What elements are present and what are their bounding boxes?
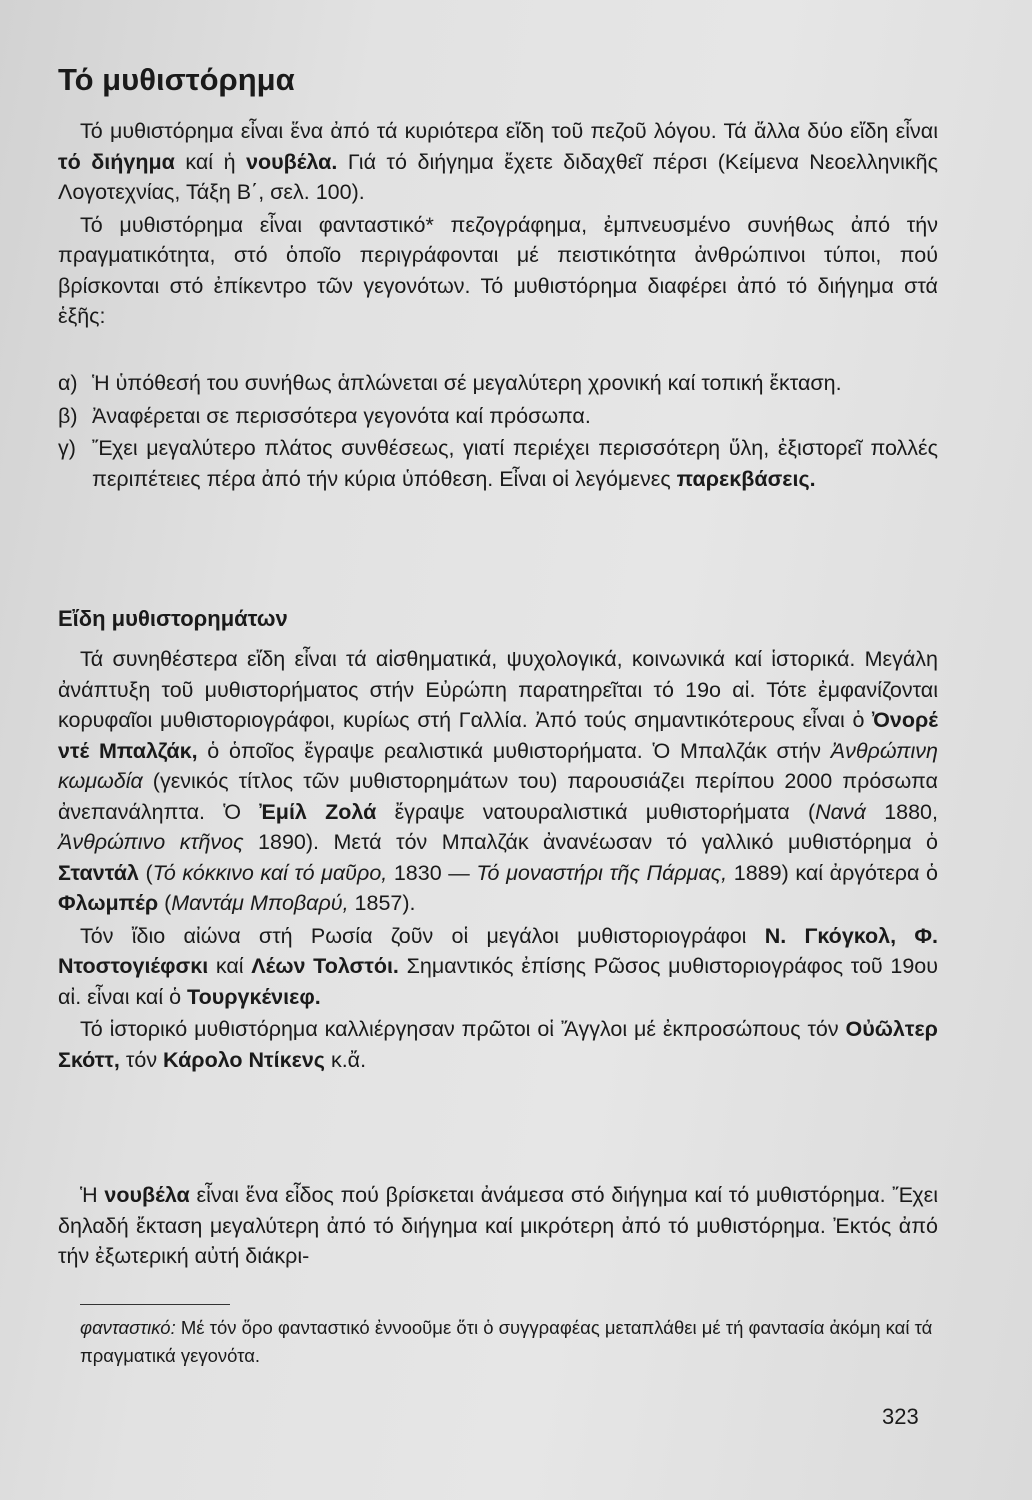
list-item-text: Ἡ ὑπόθεσή του συνήθως ἁπλώνεται σέ μεγαλύτερη χρονική καί τοπική ἔκταση. <box>92 371 842 395</box>
footnote-term: φανταστικό: <box>80 1317 176 1338</box>
author-name: Ν. Γκόγκολ, Φ. Ντοστογιέφσκι <box>58 923 938 978</box>
bold-term: νουβέλα <box>104 1183 190 1207</box>
types-paragraph-1: Τά συνηθέστερα εἴδη εἶναι τά αἰσθηματικά, ψυχολογικά, κοινωνικά καί ἱστορικά. Μεγάλη ἀνάπτυξη τοῦ μυθιστορήματος στήν Εὐρώπη παρατηρεῖται τό 19ο αἰ. Τότε ἐμφανίζονται κορυφαῖοι μυθιστοριογράφοι, κυρίως στή Γαλλία. Ἀπό τούς σημαντικότερους εἶναι ὁ Ὀνορέ ντέ Μπαλζάκ, ὁ ὁποῖος ἔγραψε ρεαλιστικά μυθιστορήματα. Ὁ Μπαλζάκ στήν Ἀνθρώπινη κωμωδία (γενικός τίτλος τῶν μυθιστορημάτων του) παρουσιάζει περίπου 2000 πρόσωπα ἀνεπανάληπτα. Ὁ Ἐμίλ Ζολά ἔγραψε νατουραλιστικά μυθιστορήματα (Νανά 1880, Ἀνθρώπινο κτῆνος 1890). Μετά τόν Μπαλζάκ ἀνανέωσαν τό γαλλικό μυθιστόρημα ὁ Σταντάλ (Τό κόκκινο καί τό μαῦρο, 1830 — Τό μοναστήρι τῆς Πάρμας, 1889) καί ἀργότερα ὁ Φλωμπέρ (Μαντάμ Μποβαρύ, 1857). <box>58 647 939 915</box>
author-name: Οὐῶλτερ Σκόττ, <box>58 1017 938 1072</box>
footnote <box>80 1314 940 1370</box>
list-marker: γ) <box>58 436 76 460</box>
types-paragraph-3: Τό ἱστορικό μυθιστόρημα καλλιέργησαν πρῶτοι οἱ Ἄγγλοι μέ ἐκπροσώπους τόν Οὐῶλτερ Σκόττ, τόν Κάρολο Ντίκενς κ.ἄ. <box>58 1017 938 1072</box>
list-item <box>58 368 938 399</box>
author-name: Τουργκένιεφ. <box>187 984 321 1009</box>
list-marker: β) <box>58 403 78 428</box>
types-paragraph-2: Τόν ἴδιο αἰώνα στή Ρωσία ζοῦν οἱ μεγάλοι μυθιστοριογράφοι Ν. Γκόγκολ, Φ. Ντοστογιέφσκι καί Λέων Τολστόι. Σημαντικός ἐπίσης Ρῶσος μυθιστοριογράφος τοῦ 19ου αἰ. εἶναι καί ὁ Τουργκένιεφ. <box>58 923 938 1009</box>
footnote-text: Μέ τόν ὅρο φανταστικό ἐννοοῦμε ὅτι ὁ συγγραφέας μεταπλάθει μέ τή φαντασία ἀκόμη καί τά πραγματικά γεγονότα. <box>80 1317 933 1366</box>
list-item-text: Ἀναφέρεται σε περισσότερα γεγονότα καί πρόσωπα. <box>92 403 591 428</box>
work-title: Ἀνθρώπινη κωμωδία <box>58 738 938 793</box>
section-heading: Εἴδη μυθιστορημάτων <box>58 606 288 631</box>
page-title: Τό μυθιστόρημα <box>58 62 295 97</box>
novella-paragraph: Ἡ νουβέλα εἶναι ἕνα εἶδος πού βρίσκεται ἀνάμεσα στό διήγημα καί τό μυθιστόρημα. Ἔχει δηλαδή ἔκταση μεγαλύτερη ἀπό τό διήγημα καί μικρότερη ἀπό τό μυθιστόρημα. Ἐκτός ἀπό τήν ἐξωτερική αὐτή διάκρι- <box>58 1183 938 1268</box>
work-title: Τό κόκκινο καί τό μαῦρο, <box>152 860 388 885</box>
bold-term: τό διήγημα <box>58 149 175 174</box>
author-name: Σταντάλ <box>58 860 139 885</box>
novella-section <box>58 1180 938 1272</box>
bold-term: νουβέλα. <box>246 149 338 174</box>
intro-section <box>58 116 938 332</box>
intro-paragraph-1: Τό μυθιστόρημα εἶναι ἕνα ἀπό τά κυριότερα εἴδη τοῦ πεζοῦ λόγου. Τά ἄλλα δύο εἴδη εἶναι τό διήγημα καί ἡ νουβέλα. Γιά τό διήγημα ἔχετε διδαχθεῖ πέρσι (Κείμενα Νεοελληνικῆς Λογοτεχνίας, Τάξη Β΄, σελ. 100). <box>58 119 938 204</box>
page-number: 323 <box>882 1404 919 1429</box>
novel-types-section <box>58 644 938 1075</box>
author-name: Λέων Τολστόι. <box>251 954 399 978</box>
bold-term: παρεκβάσεις. <box>676 466 816 491</box>
work-title: Νανά <box>815 799 866 824</box>
list-item-text: Ἔχει μεγαλύτερο πλάτος συνθέσεως, γιατί περιέχει περισσότερη ὕλη, ἐξιστορεῖ πολλές περιπέτειες πέρα ἀπό τήν κύρια ὑπόθεση. Εἶναι οἱ λεγόμενες παρεκβάσεις. <box>92 436 938 491</box>
list-item <box>58 433 938 494</box>
work-title: Μαντάμ Μποβαρύ, <box>171 891 349 915</box>
work-title: Τό μοναστήρι τῆς Πάρμας, <box>476 860 728 885</box>
intro-paragraph-2: Τό μυθιστόρημα εἶναι φανταστικό* πεζογράφημα, ἐμπνευσμένο συνήθως ἀπό τήν πραγματικότητα, στό ὁποῖο περιγράφονται μέ πειστικότητα ἀνθρώπινοι τύποι, πού βρίσκονται στό ἐπίκεντρο τῶν γεγονότων. Τό μυθιστόρημα διαφέρει ἀπό τό διήγημα στά ἑξῆς: <box>58 212 938 328</box>
work-title: Ἀνθρώπινο κτῆνος <box>58 830 244 854</box>
footnote-divider <box>80 1304 230 1305</box>
author-name: Ἐμίλ Ζολά <box>259 799 377 824</box>
author-name: Φλωμπέρ <box>58 891 159 915</box>
author-name: Ὀνορέ ντέ Μπαλζάκ, <box>58 708 938 763</box>
list-marker: α) <box>58 371 78 395</box>
differences-list <box>58 368 938 496</box>
list-item <box>58 401 938 432</box>
author-name: Κάρολο Ντίκενς <box>163 1047 325 1072</box>
